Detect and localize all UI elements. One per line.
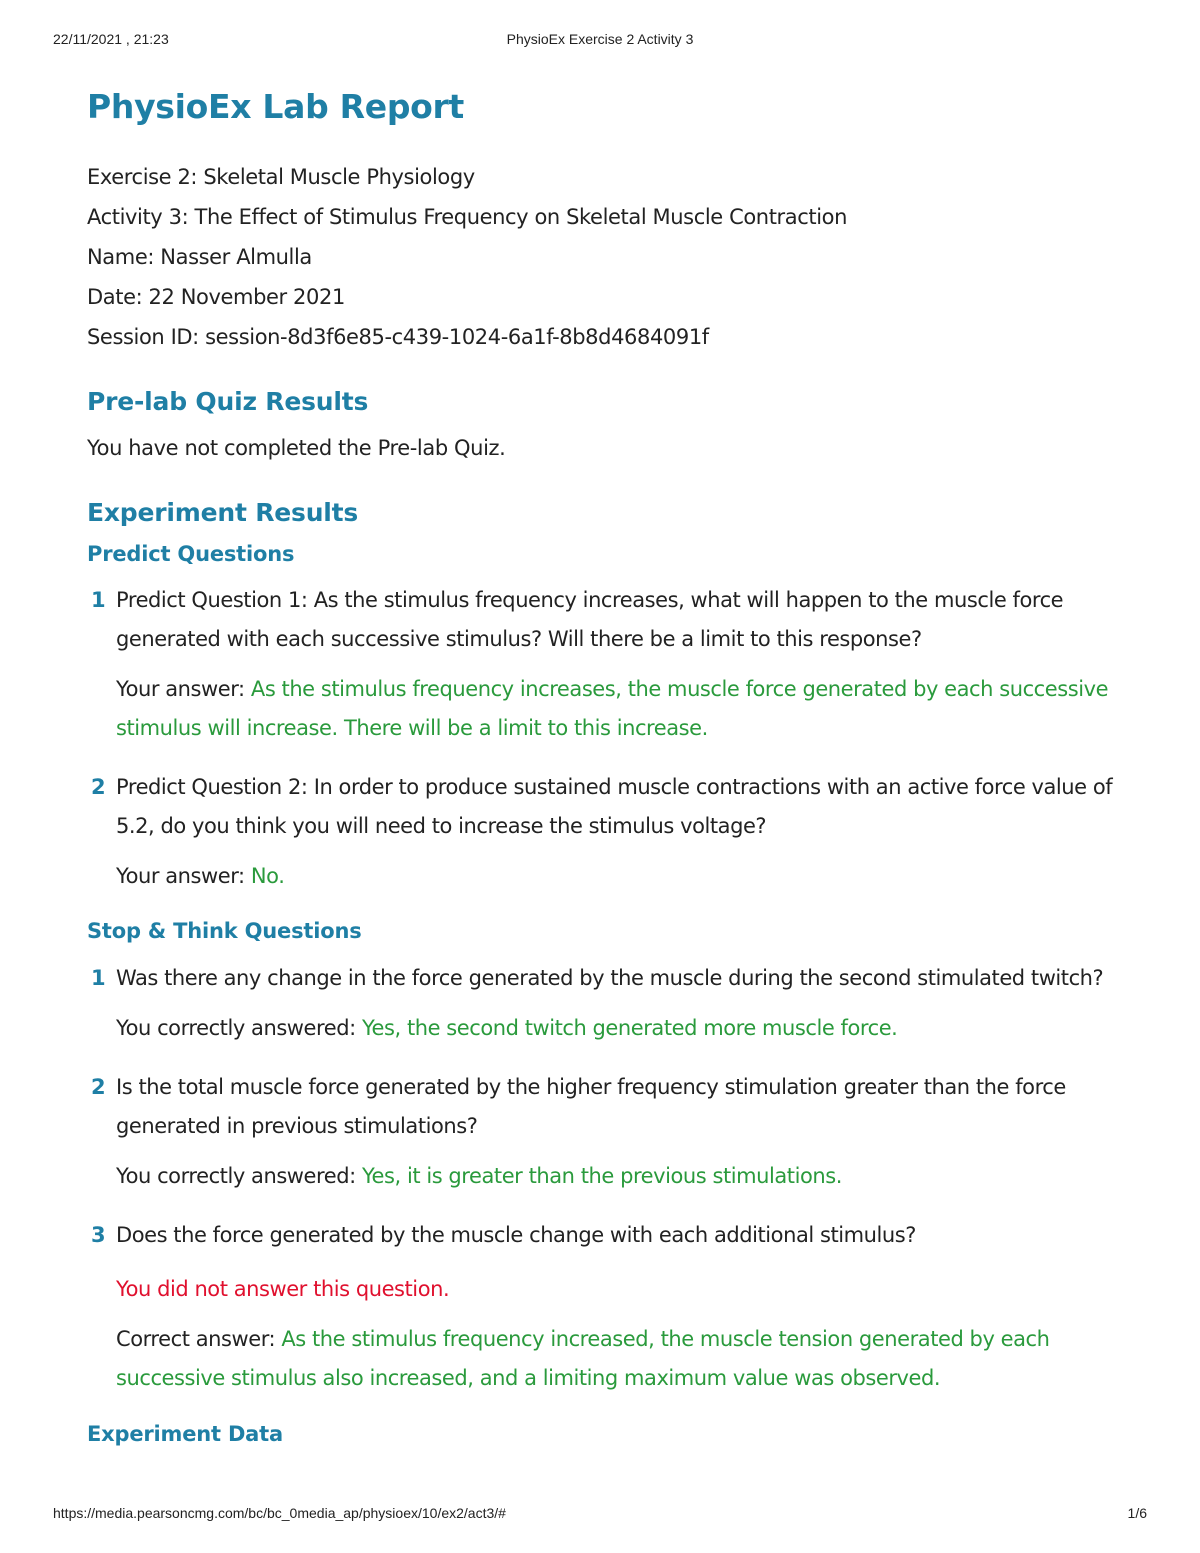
predict-answer-1 — [87, 670, 1147, 748]
question-text: Is the total muscle force generated by the higher frequency stimulation greater than the force generated in previous stimulations? — [116, 1075, 1066, 1138]
question-number: 3 — [91, 1223, 106, 1247]
stop-think-question-2 — [87, 1068, 1147, 1146]
stop-think-correct-answer-3 — [87, 1320, 1147, 1398]
answer-text: Yes, the second twitch generated more muscle force. — [361, 1016, 898, 1040]
answer-text: As the stimulus frequency increases, the muscle force generated by each successive stimulus will increase. There will be a limit to this increase. — [116, 677, 1109, 740]
predict-question-1 — [87, 581, 1147, 659]
report-meta — [87, 157, 1147, 357]
predict-question-2 — [87, 768, 1147, 846]
question-number: 2 — [91, 1075, 106, 1099]
stop-think-question-1 — [87, 959, 1147, 998]
question-number: 1 — [91, 588, 106, 612]
question-number: 1 — [91, 966, 106, 990]
print-footer — [0, 1505, 1200, 1525]
answer-label: You correctly answered: — [116, 1016, 356, 1040]
exercise-line: Exercise 2: Skeletal Muscle Physiology — [87, 165, 475, 189]
print-header — [0, 31, 1200, 51]
unanswered-notice: You did not answer this question. — [116, 1277, 450, 1301]
print-datetime: 22/11/2021 , 21:23 — [53, 31, 169, 47]
name-line: Name: Nasser Almulla — [87, 245, 312, 269]
question-text: Does the force generated by the muscle change with each additional stimulus? — [116, 1223, 916, 1247]
answer-label: Correct answer: — [116, 1327, 276, 1351]
stop-think-question-3 — [87, 1216, 1147, 1255]
session-id-line: Session ID: session-8d3f6e85-c439-1024-6a1f-8b8d4684091f — [87, 325, 709, 349]
predict-questions-heading: Predict Questions — [87, 542, 295, 566]
answer-label: Your answer: — [116, 864, 245, 888]
question-text: Was there any change in the force generated by the muscle during the second stimulated twitch? — [116, 966, 1104, 990]
prelab-heading: Pre-lab Quiz Results — [87, 387, 369, 416]
stop-think-answer-1 — [87, 1009, 1147, 1048]
lab-report — [87, 83, 1147, 1449]
print-page-number: 1/6 — [1127, 1505, 1147, 1521]
experiment-results-heading: Experiment Results — [87, 498, 359, 527]
answer-text: Yes, it is greater than the previous stimulations. — [361, 1164, 842, 1188]
answer-text: No. — [250, 864, 285, 888]
question-text: Predict Question 2: In order to produce sustained muscle contractions with an active force value of 5.2, do you think you will need to increase the stimulus voltage? — [116, 775, 1113, 838]
experiment-data-heading: Experiment Data — [87, 1422, 283, 1446]
predict-answer-2 — [87, 857, 1147, 896]
question-text: Predict Question 1: As the stimulus frequency increases, what will happen to the muscle force generated with each successive stimulus? Will there be a limit to this response? — [116, 588, 1064, 651]
answer-label: Your answer: — [116, 677, 245, 701]
activity-line: Activity 3: The Effect of Stimulus Frequency on Skeletal Muscle Contraction — [87, 205, 848, 229]
answer-label: You correctly answered: — [116, 1164, 356, 1188]
prelab-status: You have not completed the Pre-lab Quiz. — [87, 436, 506, 460]
stop-think-heading: Stop & Think Questions — [87, 919, 362, 943]
question-number: 2 — [91, 775, 106, 799]
stop-think-answer-2 — [87, 1157, 1147, 1196]
date-line: Date: 22 November 2021 — [87, 285, 345, 309]
print-url: https://media.pearsoncmg.com/bc/bc_0media_ap/physioex/10/ex2/act3/# — [53, 1505, 506, 1521]
answer-text: As the stimulus frequency increased, the muscle tension generated by each successive stimulus also increased, and a limiting maximum value was observed. — [116, 1327, 1050, 1390]
print-page-title: PhysioEx Exercise 2 Activity 3 — [506, 31, 694, 47]
report-title: PhysioEx Lab Report — [87, 87, 464, 126]
